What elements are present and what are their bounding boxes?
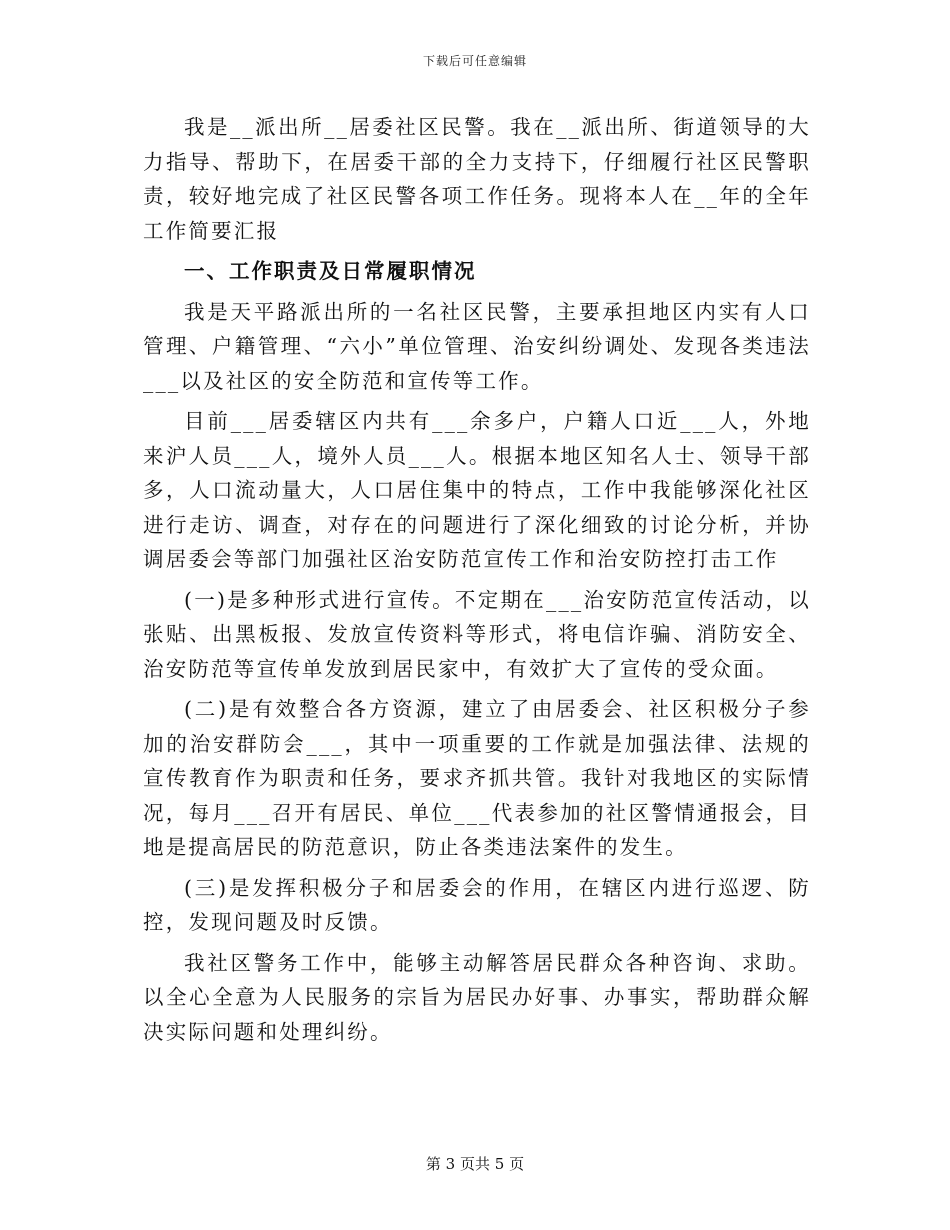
paragraph-item-1: (一)是多种形式进行宣传。不定期在___治安防范宣传活动，以张贴、出黑板报、发放宣传资料等形式，将电信诈骗、消防安全、治安防范等宣传单发放到居民家中，有效扩大了宣传的受众面。 [143,587,811,681]
paragraph-item-2: (二)是有效整合各方资源，建立了由居委会、社区积极分子参加的治安群防会___，其中一项重要的工作就是加强法律、法规的宣传教育作为职责和任务，要求齐抓共管。我针对我地区的实际情况，每月___召开有居民、单位___代表参加的社区警情通报会，目地是提高居民的防范意识，防止各类违法案件的发生。 [143,697,811,859]
paragraph-duties: 我是天平路派出所的一名社区民警，主要承担地区内实有人口管理、户籍管理、“六小”单位管理、治安纠纷调处、发现各类违法___以及社区的安全防范和宣传等工作。 [143,299,811,393]
document-body [143,110,811,1055]
paragraph-service: 我社区警务工作中，能够主动解答居民群众各种咨询、求助。以全心全意为人民服务的宗旨为居民办好事、办事实，帮助群众解决实际问题和处理纠纷。 [143,950,811,1044]
paragraph-intro: 我是__派出所__居委社区民警。我在__派出所、街道领导的大力指导、帮助下，在居委干部的全力支持下，仔细履行社区民警职责，较好地完成了社区民警各项工作任务。现将本人在__年的全年工作简要汇报 [143,115,811,243]
page-number: 第 3 页共 5 页 [425,1155,525,1173]
paragraph-item-3: (三)是发挥积极分子和居委会的作用，在辖区内进行巡逻、防控，发现问题及时反馈。 [143,875,811,934]
paragraph-area-overview: 目前___居委辖区内共有___余多户，户籍人口近___人，外地来沪人员___人，境外人员___人。根据本地区知名人士、领导干部多，人口流动量大，人口居住集中的特点，工作中我能够深化社区进行走访、调查，对存在的问题进行了深化细致的讨论分析，并协调居委会等部门加强社区治安防范宣传工作和治安防控打击工作 [143,409,811,571]
page-header-note: 下载后可任意编辑 [422,54,527,68]
section-heading: 一、工作职责及日常履职情况 [184,259,477,283]
